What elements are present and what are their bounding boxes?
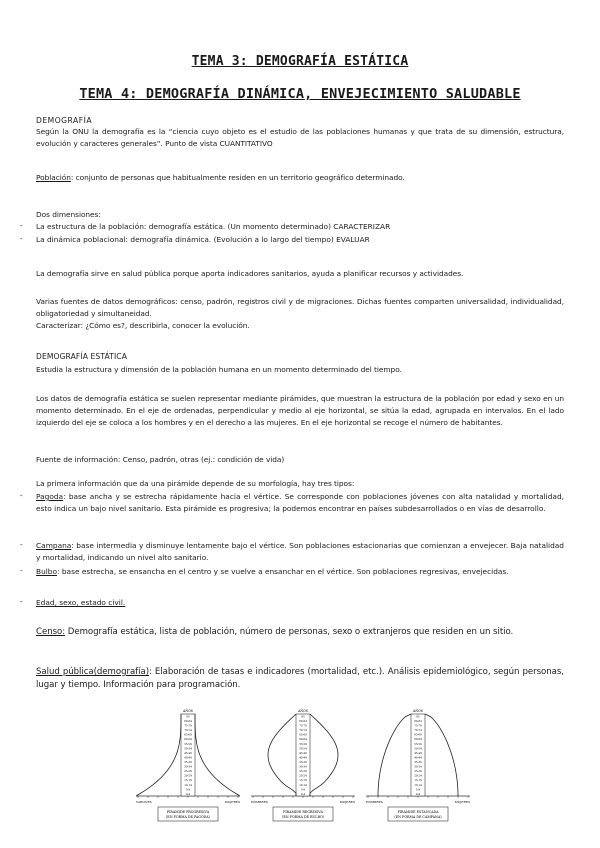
paragraph-demografia: Según la ONU la demografía es la “ciencia cuyo objeto es el estudio de las poblaciones humanas y que trata de su dimensión, estructura, evolución y caracteres generales”. Punto de vista CUANTITATIVO [36,127,564,149]
list-item-pagoda [36,491,564,515]
caption-title: PIRAMIDE REGRESIVA [283,810,323,814]
paragraph-salud-publica: La demografía sirve en salud pública porque aporta indicadores sanitarios, ayuda a planificar recursos y actividades. [36,269,464,278]
age-tick-label: 5-9 [300,788,306,792]
term-bulbo: Bulbo [36,567,58,576]
age-tick-label: 85 [416,715,420,719]
age-tick-label: 20-24 [184,774,192,778]
age-tick-label: 45-49 [299,751,307,755]
list-item-estructura: La estructura de la población: demografía estática. (Un momento determinado) CARACTERIZAR [36,222,391,231]
age-tick-label: 10-14 [414,783,422,787]
bullet-dash: - [20,597,23,606]
age-tick-label: 70-74 [414,729,422,733]
age-tick-label: 5-9 [415,788,421,792]
dimensiones-intro: Dos dimensiones: [36,210,101,219]
age-tick-label: 50-54 [184,747,192,751]
age-tick-label: 80-84 [299,719,307,723]
paragraph-salud [36,666,564,693]
heading-demografia-estatica: DEMOGRAFÍA ESTÁTICA [36,352,127,361]
age-tick-label: 65-69 [184,733,192,737]
paragraph-fuentes: Varias fuentes de datos demográficos: censo, padrón, registros civil y de migraciones. Dichas fuentes comparten universalidad, individualidad, obligatoriedad y simultaneidad. [36,297,564,319]
list-item-edad-sexo [36,597,564,609]
age-tick-label: 60-64 [414,738,422,742]
caption-subtitle: (EN FORMA DE BULBO) [282,815,324,819]
age-tick-label: 35-39 [184,760,192,764]
age-tick-label: 10-14 [299,783,307,787]
right-sex-label: MUJERES [339,800,355,804]
age-tick-label: 55-59 [299,742,307,746]
title-tema-3: TEMA 3: DEMOGRAFÍA ESTÁTICA [191,54,409,69]
age-tick-label: 55-59 [414,742,422,746]
morfologia-intro: La primera información que da una pirámide depende de su morfología, hay tres tipos: [36,479,355,488]
term-poblacion: Población [36,173,71,182]
left-sex-label: VARONES [136,800,152,804]
left-sex-label: HOMBRES [251,800,268,804]
age-tick-label: 60-64 [184,738,192,742]
bullet-dash: - [20,540,23,549]
age-axis-label: AÑOS [183,709,193,713]
pyramid-bulbo [251,708,355,821]
term-censo: Censo: [36,627,66,637]
age-tick-label: 0-4 [300,792,306,796]
bulbo-text: : base estrecha, se ensancha en el centro y se vuelve a ensanchar en el vértice. Son poblaciones regresivas, envejecidas. [57,567,509,576]
paragraph-piramides: Los datos de demografía estática se suelen representar mediante pirámides, que muestran la estructura de la población por edad y sexo en un momento determinado. En el eje de ordenadas, perpendicular y medio al eje horizontal, se sitúa la edad, agrupada en intervalos. En el lado izquierdo del eje se coloca a los hombres y en el derecho a las mujeres. En el eje horizontal se recoge el número de habitantes. [36,394,564,428]
age-tick-label: 20-24 [414,774,422,778]
caption-title: PIRAMIDE PROGRESIVA [166,810,210,814]
age-tick-label: 45-49 [414,751,422,755]
age-tick-label: 0-4 [415,792,421,796]
age-tick-label: 50-54 [414,747,422,751]
pyramid-outline-left [136,714,181,796]
term-salud-publica: Salud pública(demografía) [36,667,150,677]
age-tick-label: 85 [301,715,305,719]
age-tick-label: 65-69 [299,733,307,737]
age-tick-label: 80-84 [414,719,422,723]
age-tick-label: 35-39 [414,760,422,764]
age-tick-label: 40-44 [414,756,422,760]
age-tick-label: 40-44 [184,756,192,760]
age-tick-label: 15-19 [184,779,192,783]
list-item-campana [36,540,564,564]
age-tick-label: 55-59 [184,742,192,746]
campana-text: : base intermedia y disminuye lentamente bajo el vértice. Son poblaciones estacionarias que comienzan a envejecer. Baja natalidad y mortalidad, indicando un nivel alto sanitario. [36,541,564,563]
term-campana: Campana [36,541,72,550]
caption-title: PIRAMIDE ESTANCADA [397,810,439,814]
age-tick-label: 65-69 [414,733,422,737]
censo-text: Demografía estática, lista de población, número de personas, sexo o extranjeros que residen en un sitio. [65,627,514,637]
age-axis-label: AÑOS [413,709,423,713]
age-tick-label: 75-79 [299,724,307,728]
left-sex-label: HOMBRES [366,800,383,804]
age-tick-label: 50-54 [299,747,307,751]
list-item-dinamica: La dinámica poblacional: demografía dinámica. (Evolución a lo largo del tiempo) EVALUAR [36,235,370,244]
pyramid-outline-left [378,714,411,796]
bullet-dash: - [20,491,23,500]
heading-demografia: DEMOGRAFÍA [36,116,93,125]
age-tick-label: 30-34 [414,765,422,769]
age-tick-label: 25-29 [414,770,422,774]
age-tick-label: 70-74 [184,729,192,733]
age-tick-label: 40-44 [299,756,307,760]
term-pagoda: Pagoda [36,492,64,501]
age-tick-label: 25-29 [299,770,307,774]
age-tick-label: 75-79 [184,724,192,728]
bullet-dash: - [20,221,23,230]
paragraph-caracterizar: Caracterizar: ¿Cómo es?, describirla, conocer la evolución. [36,321,250,330]
age-tick-label: 15-19 [299,779,307,783]
pagoda-text: : base ancha y se estrecha rápidamente hacia el vértice. Se corresponde con poblaciones jóvenes con alta natalidad y mortalidad, esto indica un bajo nivel sanitario. Esta pirámide es progresiva; la podemos encontrar en países subdesarrollados o en vías de desarrollo. [36,492,564,514]
paragraph-fuente-informacion: Fuente de información: Censo, padrón, otras (ej.: condición de vida) [36,455,285,464]
salud-text: : Elaboración de tasas e indicadores (mortalidad, etc.). Análisis epidemiológico, según personas, lugar y tiempo. Información para programación. [36,667,564,691]
age-tick-label: 45-49 [184,751,192,755]
age-tick-label: 35-39 [299,760,307,764]
pyramid-outline-right [310,714,338,796]
caption-subtitle: (EN FORMA DE CAMPANA) [394,815,442,819]
age-tick-label: 60-64 [299,738,307,742]
age-tick-label: 5-9 [185,788,191,792]
pyramids-figure [138,704,468,834]
pyramid-outline-right [195,714,240,796]
age-tick-label: 85 [186,715,190,719]
age-tick-label: 30-34 [299,765,307,769]
title-tema-4: TEMA 4: DEMOGRAFÍA DINÁMICA, ENVEJECIMIENTO SALUDABLE [79,86,521,102]
age-tick-label: 25-29 [184,770,192,774]
right-sex-label: MUJERES [454,800,470,804]
age-tick-label: 30-34 [184,765,192,769]
age-tick-label: 0-4 [185,792,191,796]
caption-subtitle: (EN FORMA DE PAGODA) [166,815,210,819]
bullet-dash: - [20,234,23,243]
age-tick-label: 10-14 [184,783,192,787]
pyramid-campana [366,708,470,821]
age-axis-label: AÑOS [298,709,308,713]
bullet-dash: - [20,566,23,575]
pyramid-outline-right [425,714,458,796]
paragraph-estatica: Estudia la estructura y dimensión de la población humana en un momento determinado del tiempo. [36,365,402,374]
age-tick-label: 80-84 [184,719,192,723]
term-edad-sexo: Edad, sexo, estado civil. [36,598,126,607]
paragraph-poblacion [36,172,564,184]
age-tick-label: 20-24 [299,774,307,778]
paragraph-censo [36,626,564,639]
age-tick-label: 70-74 [299,729,307,733]
poblacion-text: : conjunto de personas que habitualmente residen en un territorio geográfico determinado. [70,173,405,182]
age-tick-label: 75-79 [414,724,422,728]
age-tick-label: 15-19 [414,779,422,783]
pyramid-pagoda [135,708,240,821]
list-item-bulbo [36,566,564,578]
pyramid-outline-left [268,714,296,796]
right-sex-label: MUJERES [224,800,240,804]
